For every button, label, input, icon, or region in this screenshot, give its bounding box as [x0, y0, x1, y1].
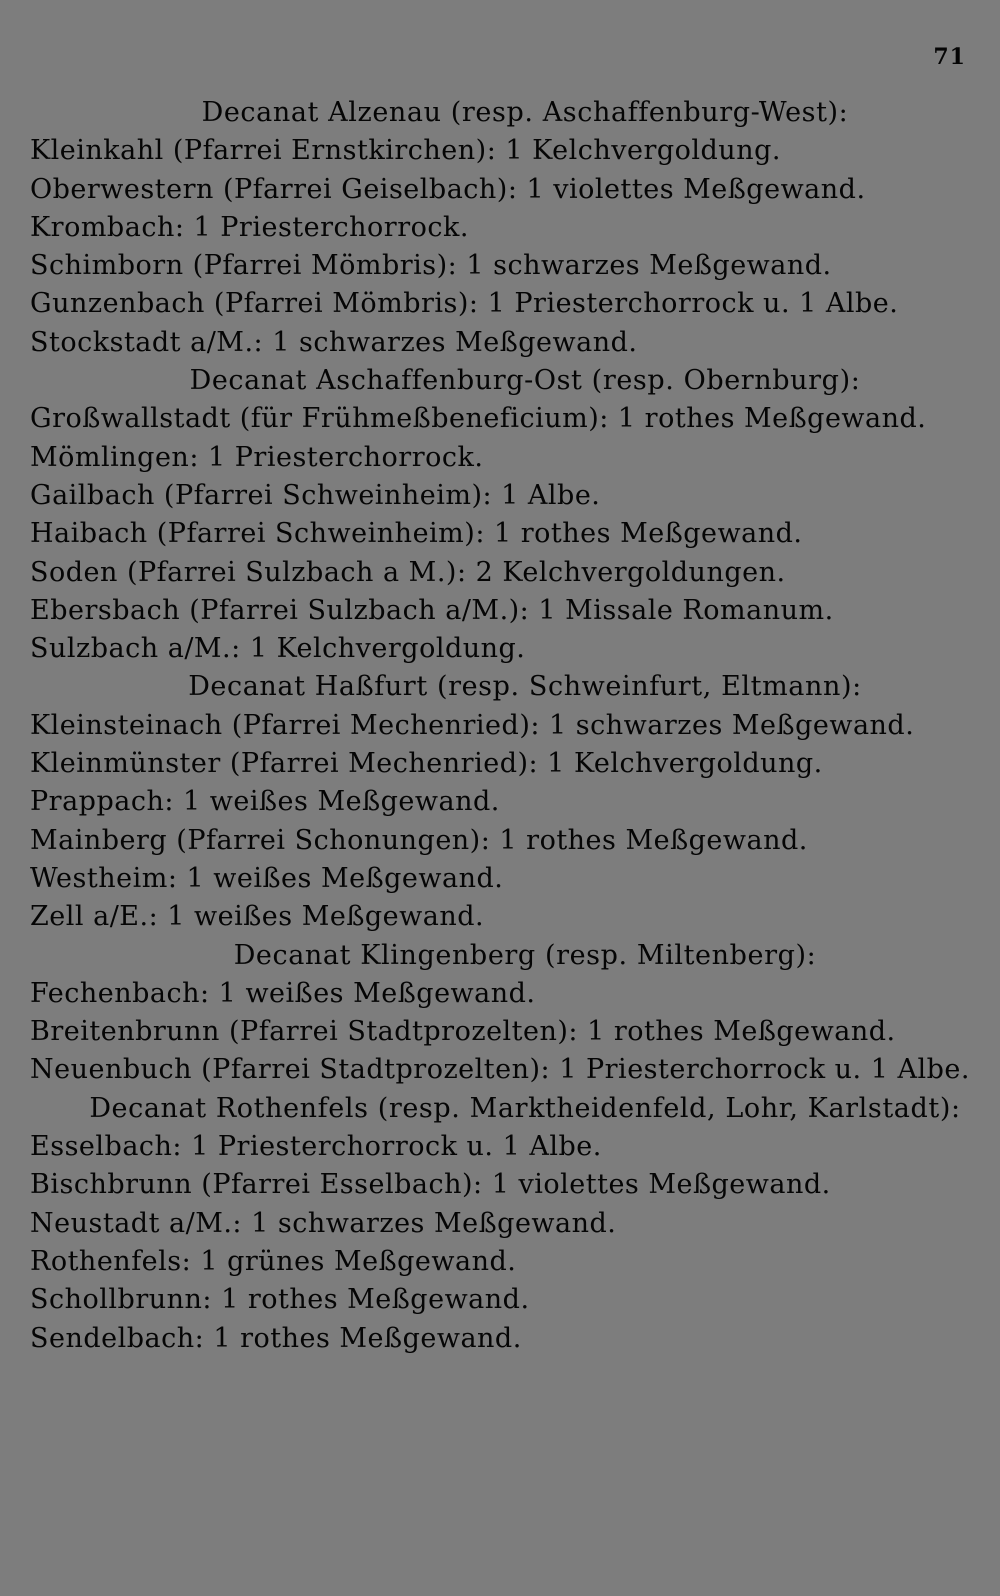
section-rothenfels	[30, 1090, 980, 1358]
list-item: Kleinsteinach (Pfarrei Mechenried): 1 schwarzes Meßgewand.	[30, 709, 915, 741]
section-heading: Decanat Haßfurt (resp. Schweinfurt, Eltmann):	[188, 671, 862, 703]
list-item: Oberwestern (Pfarrei Geiselbach): 1 violettes Meßgewand.	[30, 173, 866, 205]
list-item: Mömlingen: 1 Priesterchorrock.	[30, 441, 484, 473]
list-item: Haibach (Pfarrei Schweinheim): 1 rothes Meßgewand.	[30, 518, 803, 550]
list-item: Stockstadt a/M.: 1 schwarzes Meßgewand.	[30, 326, 638, 358]
list-item: Krombach: 1 Priesterchorrock.	[30, 211, 469, 243]
section-hassfurt	[30, 668, 980, 936]
list-item: Esselbach: 1 Priesterchorrock u. 1 Albe.	[30, 1131, 602, 1163]
section-heading: Decanat Alzenau (resp. Aschaffenburg-West):	[201, 97, 849, 128]
list-item: Schollbrunn: 1 rothes Meßgewand.	[30, 1284, 530, 1316]
list-item: Neuenbuch (Pfarrei Stadtprozelten): 1 Priesterchorrock u. 1 Albe.	[30, 1054, 970, 1086]
list-item: Kleinkahl (Pfarrei Ernstkirchen): 1 Kelchvergoldung.	[30, 135, 781, 167]
section-heading: Decanat Rothenfels (resp. Marktheidenfeld, Lohr, Karlstadt):	[89, 1092, 961, 1124]
list-item: Soden (Pfarrei Sulzbach a M.): 2 Kelchvergoldungen.	[30, 556, 786, 588]
list-item: Westheim: 1 weißes Meßgewand.	[30, 862, 504, 894]
list-item: Breitenbrunn (Pfarrei Stadtprozelten): 1 rothes Meßgewand.	[30, 1016, 896, 1048]
section-aschaffenburg-ost	[30, 362, 980, 668]
list-item: Großwallstadt (für Frühmeßbeneficium): 1 rothes Meßgewand.	[30, 403, 927, 435]
list-item: Bischbrunn (Pfarrei Esselbach): 1 violettes Meßgewand.	[30, 1169, 831, 1201]
list-item: Neustadt a/M.: 1 schwarzes Meßgewand.	[30, 1207, 617, 1239]
page-content	[30, 94, 980, 1358]
list-item: Prappach: 1 weißes Meßgewand.	[30, 786, 500, 818]
section-heading: Decanat Aschaffenburg-Ost (resp. Obernburg):	[189, 365, 861, 397]
list-item: Gunzenbach (Pfarrei Mömbris): 1 Priesterchorrock u. 1 Albe.	[30, 288, 899, 320]
list-item: Kleinmünster (Pfarrei Mechenried): 1 Kelchvergoldung.	[30, 748, 823, 780]
list-item: Ebersbach (Pfarrei Sulzbach a/M.): 1 Missale Romanum.	[30, 594, 834, 626]
list-item: Sendelbach: 1 rothes Meßgewand.	[30, 1322, 522, 1354]
list-item: Schimborn (Pfarrei Mömbris): 1 schwarzes Meßgewand.	[30, 250, 832, 282]
list-item: Rothenfels: 1 grünes Meßgewand.	[30, 1245, 517, 1277]
list-item: Gailbach (Pfarrei Schweinheim): 1 Albe.	[30, 479, 601, 511]
page-number: 71	[933, 44, 966, 70]
list-item: Sulzbach a/M.: 1 Kelchvergoldung.	[30, 633, 526, 665]
section-alzenau	[30, 94, 980, 362]
section-klingenberg	[30, 937, 980, 1090]
list-item: Mainberg (Pfarrei Schonungen): 1 rothes Meßgewand.	[30, 824, 808, 856]
section-heading: Decanat Klingenberg (resp. Miltenberg):	[233, 939, 817, 971]
list-item: Fechenbach: 1 weißes Meßgewand.	[30, 977, 536, 1009]
list-item: Zell a/E.: 1 weißes Meßgewand.	[30, 901, 485, 933]
